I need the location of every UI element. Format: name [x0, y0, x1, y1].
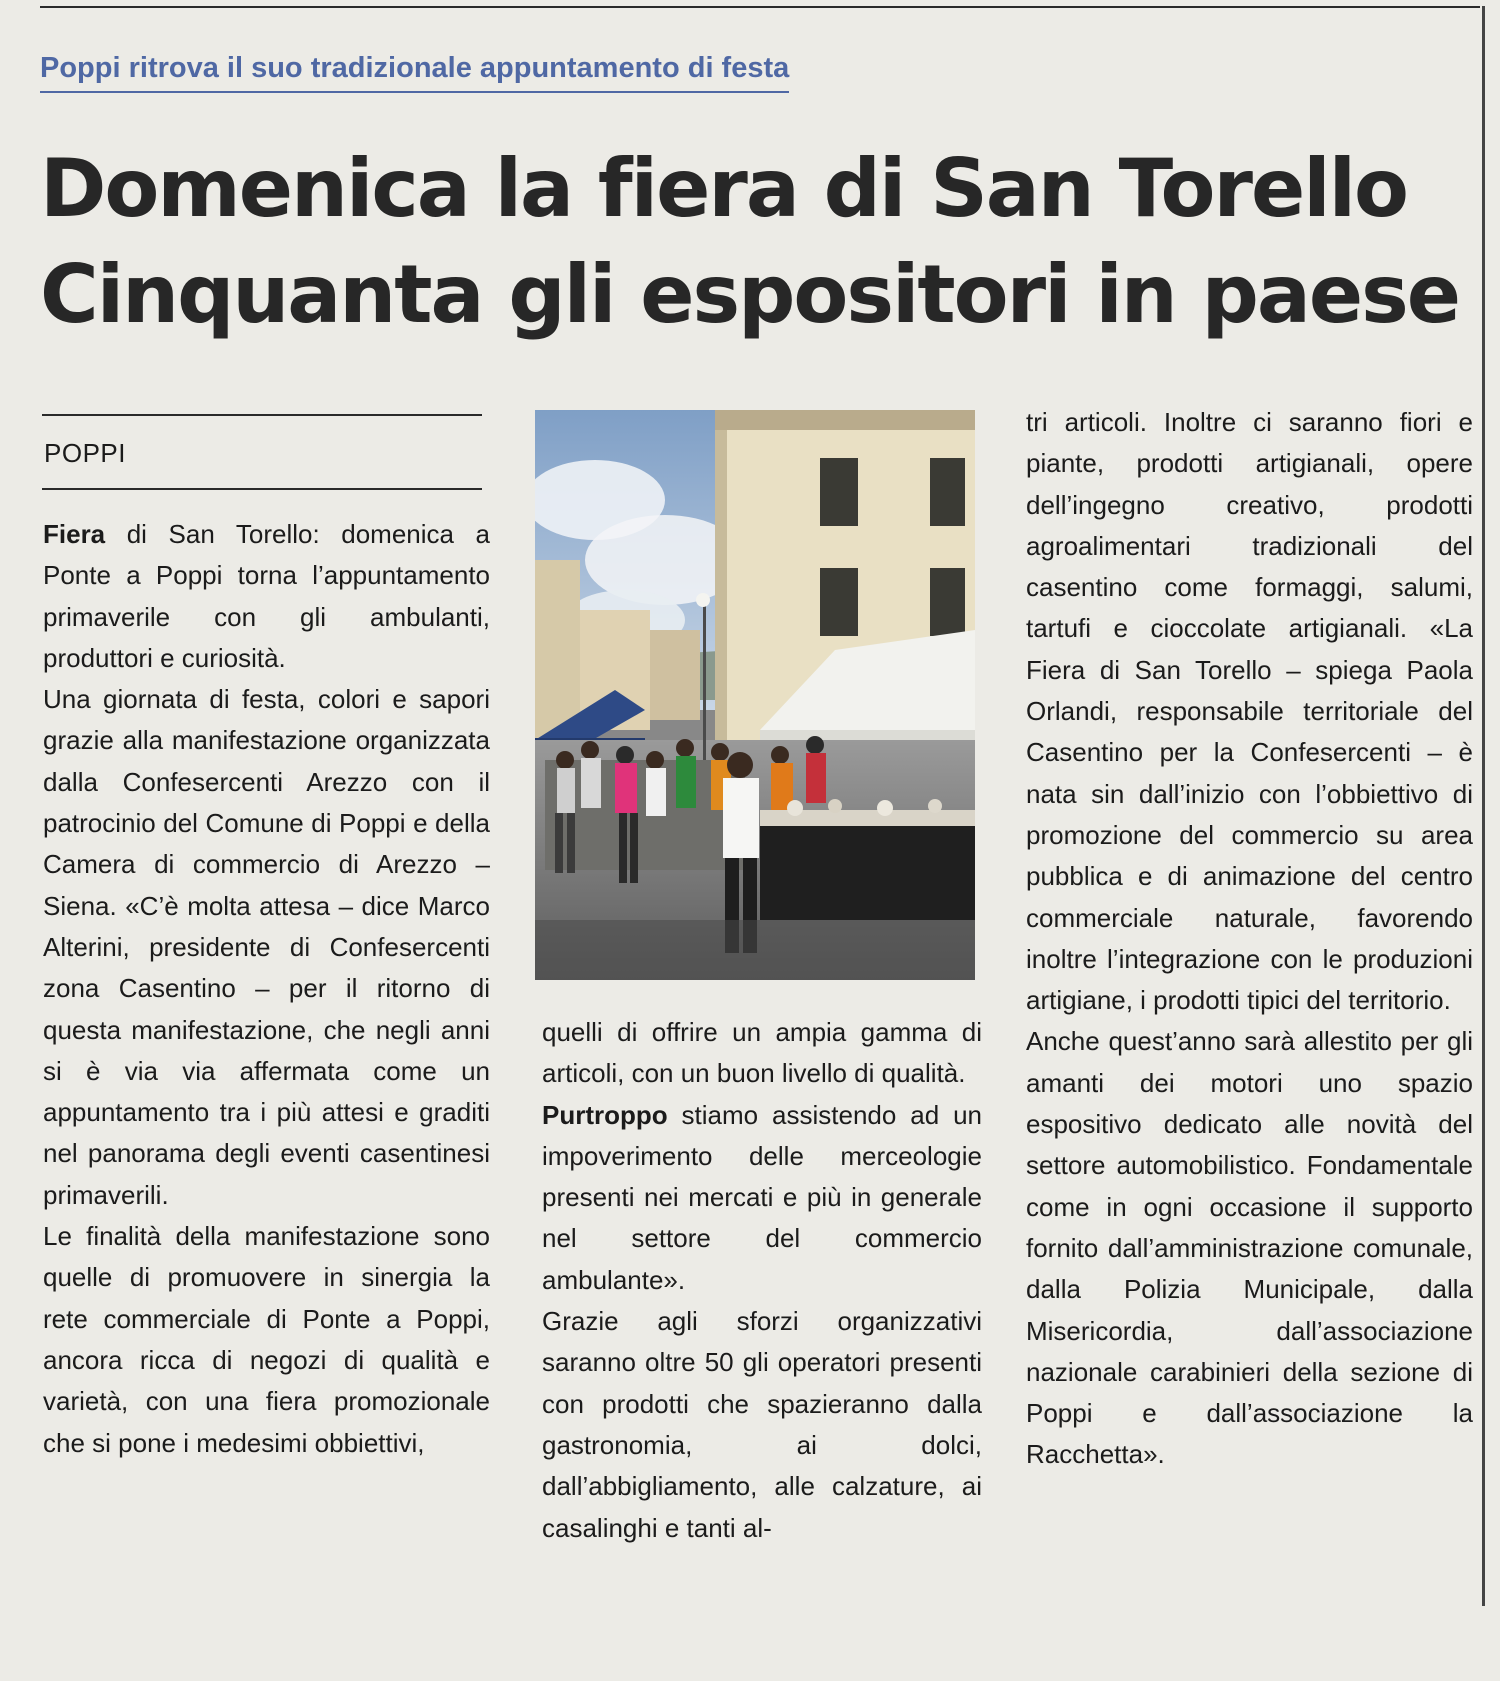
paragraph-text: stiamo assistendo ad un impoverimento delle merceologie presenti nei mercati e più in generale nel settore del commercio ambulante».: [542, 1099, 982, 1295]
paragraph: quelli di offrire un ampia gamma di articoli, con un buon livello di qualità.: [542, 1017, 982, 1089]
top-rule: [40, 6, 1480, 8]
paragraph: Anche quest’anno sarà allestito per gli amanti dei motori uno spazio espositivo dedicato alle novità del settore automobilistico. Fondamentale come in ogni occasione il supporto fornito dall’amministrazione comunale, dalla Polizia Municipale, dalla Misericordia, dall’associazione nazionale carabinieri della sezione di Poppi e dall’associazione la Racchetta».: [1026, 1026, 1473, 1470]
article-column-1: [43, 514, 490, 1464]
paragraph-text: di San Torello: domenica a Ponte a Poppi torna l’appuntamento primaverile con gli ambulanti, produttori e curiosità.: [43, 519, 490, 673]
article-column-2: [542, 1012, 982, 1549]
article-column-3: [1026, 402, 1473, 1476]
paragraph: Grazie agli sforzi organizzativi saranno oltre 50 gli operatori presenti con prodotti che spazieranno dalla gastronomia, ai dolci, dall’abbigliamento, alle calzature, ai casalinghi e tanti al-: [542, 1306, 982, 1543]
headline-line-1: Domenica la fiera di San Torello: [40, 142, 1408, 235]
byline-box: [42, 414, 482, 490]
byline: POPPI: [44, 438, 126, 468]
headline-line-2: Cinquanta gli espositori in paese: [40, 248, 1459, 341]
market-photo: [535, 410, 975, 980]
paragraph: [43, 514, 490, 679]
column-rule: [1482, 6, 1485, 1606]
lead-word: Fiera: [43, 519, 106, 549]
kicker: Poppi ritrova il suo tradizionale appuntamento di festa: [40, 52, 789, 93]
paragraph: Le finalità della manifestazione sono quelle di promuovere in sinergia la rete commerciale di Ponte a Poppi, ancora ricca di negozi di qualità e varietà, con una fiera promozionale che si pone i medesimi obbiettivi,: [43, 1221, 490, 1458]
headline: [40, 136, 1480, 348]
lead-word: Purtroppo: [542, 1099, 668, 1130]
paragraph: tri articoli. Inoltre ci saranno fiori e piante, prodotti artigianali, opere dell’ingegno creativo, prodotti agroalimentari tradizionali del casentino come formaggi, salumi, tartufi e cioccolate artigianali. «La Fiera di San Torello – spiega Paola Orlandi, responsabile territoriale del Casentino per la Confesercenti – è nata sin dall’inizio con l’obbiettivo di promozione del commercio su area pubblica e di animazione del centro commerciale naturale, favorendo inoltre l’integrazione con le produzioni artigiane, i prodotti tipici del territorio.: [1026, 407, 1473, 1016]
paragraph: [542, 1095, 982, 1301]
paragraph: Una giornata di festa, colori e sapori grazie alla manifestazione organizzata dalla Confesercenti Arezzo con il patrocinio del Comune di Poppi e della Camera di commercio di Arezzo – Siena. «C’è molta attesa – dice Marco Alterini, presidente di Confesercenti zona Casentino – per il ritorno di questa manifestazione, che negli anni si è via via affermata come un appuntamento tra i più attesi e graditi nel panorama degli eventi casentinesi primaverili.: [43, 684, 490, 1210]
